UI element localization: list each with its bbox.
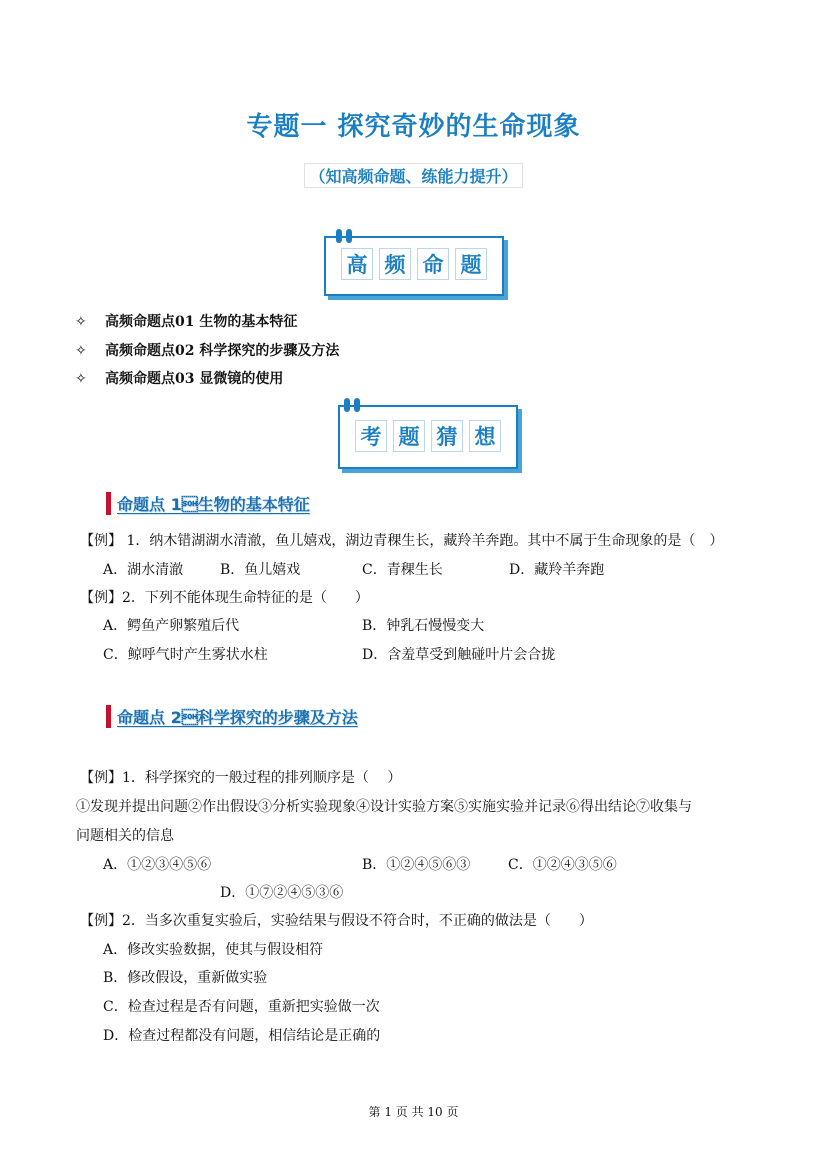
option: D．藏羚羊奔跑: [509, 562, 605, 578]
section-heading-1: 命题点 1生物的基本特征: [106, 492, 310, 515]
diamond-icon: ✧: [75, 343, 87, 359]
option: D．含羞草受到触碰叶片会合拢: [362, 647, 556, 663]
option: B．钟乳石慢慢变大: [362, 618, 485, 634]
option: A．①②③④⑤⑥: [103, 857, 212, 873]
banner-high-frequency: [324, 236, 504, 296]
binder-ring-icon: [354, 398, 360, 412]
topic-item: [75, 311, 297, 331]
banner-char: 想: [469, 420, 501, 452]
option: D．检查过程都没有问题，相信结论是正确的: [103, 1028, 381, 1044]
page-subtitle: [0, 164, 827, 187]
option: A．修改实验数据，使其与假设相符: [103, 942, 324, 958]
option: C．检查过程是否有问题，重新把实验做一次: [103, 999, 380, 1015]
option: D．①⑦②④⑤③⑥: [220, 885, 344, 901]
topic-item: [75, 368, 283, 388]
banner-char: 题: [393, 420, 425, 452]
binder-ring-icon: [336, 229, 342, 243]
topic-item: [75, 340, 339, 360]
option: B．修改假设，重新做实验: [103, 970, 268, 986]
question-stem: 【例】 1．纳木错湖湖水清澈，鱼儿嬉戏，湖边青稞生长，藏羚羊奔跑。其中不属于生命现象的是（ ）: [80, 533, 724, 549]
banner-char: 猜: [431, 420, 463, 452]
question-text: ①发现并提出问题②作出假设③分析实验现象④设计实验方案⑤实施实验并记录⑥得出结论⑦收集与: [76, 799, 692, 815]
question-stem: 【例】2．当多次重复实验后，实验结果与假设不符合时，不正确的做法是（ ）: [80, 913, 593, 929]
banner-char: 考: [355, 420, 387, 452]
banner-char: 高: [341, 248, 373, 280]
option: A．湖水清澈: [103, 562, 184, 578]
topic-label: 高频命题点02 科学探究的步骤及方法: [105, 343, 340, 359]
option: C．青稞生长: [362, 562, 443, 578]
banner-char: 题: [455, 248, 487, 280]
question-stem: 【例】1．科学探究的一般过程的排列顺序是（ ）: [80, 770, 402, 786]
section-heading-2: 命题点 2科学探究的步骤及方法: [106, 705, 358, 728]
option: A．鳄鱼产卵繁殖后代: [103, 618, 240, 634]
topic-label: 高频命题点01 生物的基本特征: [105, 314, 298, 330]
page-title: 专题一 探究奇妙的生命现象: [246, 112, 581, 142]
question-stem: 【例】2．下列不能体现生命特征的是（ ）: [80, 590, 369, 606]
binder-ring-icon: [344, 398, 350, 412]
banner-char: 频: [379, 248, 411, 280]
topic-label: 高频命题点03 显微镜的使用: [105, 371, 284, 387]
subtitle-text: （知高频命题、练能力提升）: [305, 164, 521, 187]
page-footer: 第 1 页 共 10 页: [368, 1105, 459, 1119]
option: B．鱼儿嬉戏: [220, 562, 301, 578]
binder-ring-icon: [346, 229, 352, 243]
option: C．①②④③⑤⑥: [508, 857, 617, 873]
banner-guess: [338, 405, 518, 469]
diamond-icon: ✧: [75, 371, 87, 387]
option: B．①②④⑤⑥③: [362, 857, 471, 873]
question-text: 问题相关的信息: [76, 828, 174, 844]
banner-char: 命: [417, 248, 449, 280]
diamond-icon: ✧: [75, 314, 87, 330]
option: C．鲸呼气时产生雾状水柱: [103, 647, 268, 663]
